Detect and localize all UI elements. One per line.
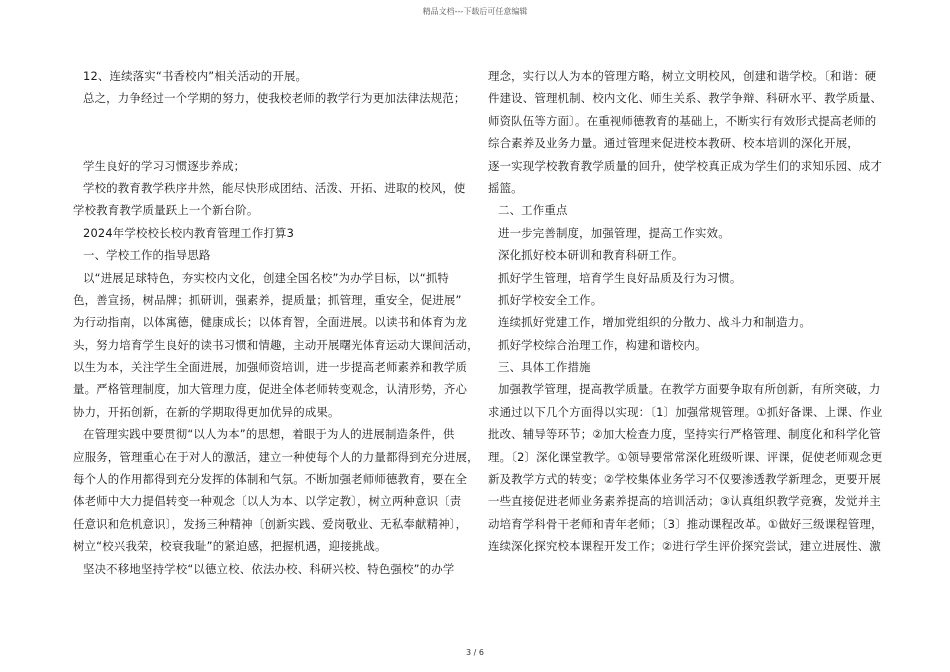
text-line: 学校的教育教学秩序井然，能尽快形成团结、活泼、开拓、进取的校风，使 [83,180,466,195]
text-line: 件建设、管理机制、校内文化、师生关系、教学争辩、科研水平、教学质量、 [488,91,883,106]
text-line: 抓好学校综合治理工作，构建和谐校内。 [498,337,707,352]
text-line: 加强教学管理，提高教学质量。在教学方面要争取有所创新，有所突破，力 [498,382,881,397]
text-line: 量。严格管理制度，加大管理力度，促进全体老师转变观念，认清形势，齐心 [73,382,468,397]
text-line: 总之，力争经过一个学期的努力，使我校老师的教学行为更加法律法规范； [83,91,466,106]
text-line: 抓好学校安全工作。 [498,292,603,307]
text-line: 求通过以下几个方面得以实现：〔1〕加强常规管理。①抓好备课、上课、作业 [488,404,883,419]
text-line: 每个人的作用都得到充分发挥的体制和气氛。不断加强老师师德教育，要在全 [73,472,468,487]
right-column [488,65,884,558]
page-header: 精品文档---下载后可任意编辑 [422,7,528,16]
text-line: 色，善宣扬，树品牌；抓研训，强素养，提质量；抓管理，重安全，促进展” [73,292,462,307]
text-line: 协力，开拓创新，在新的学期取得更加优异的成果。 [73,404,340,419]
text-line: 一些直接促进老师业务素养提高的培训活动；③认真组织教学竞赛，发觉并主 [488,494,881,509]
text-line: 批改、辅导等环节；②加大检查力度，坚持实行严格管理、制度化和科学化管 [488,427,881,442]
text-line: 学校教育教学质量跃上一个新台阶。 [73,203,259,218]
text-line: 为行动指南，以体寓德，健康成长；以体育智，全面进展。以读书和体育为龙 [73,315,468,330]
text-line: 以生为本，关注学生全面进展，加强师资培训，进一步提高老师素养和教学质 [73,360,468,375]
text-line: 综合素养及业务力量。通过管理来促进校本教研、校本培训的深化开展， [488,136,859,151]
text-line: 连续抓好党建工作，增加党组织的分散力、战斗力和制造力。 [498,315,811,330]
text-line: 头，努力培育学生良好的读书习惯和情趣，主动开展曙光体育运动大课间活动， [73,337,479,352]
text-line: 动培育学科骨干老师和青年老师；〔3〕推动课程改革。①做好三级课程管理， [488,516,883,531]
text-line: 新及教学方式的转变；②学校集体业务学习不仅要渗透教学新理念，更要开展 [488,472,881,487]
text-line: 以“进展足球特色，夯实校内文化，创建全国名校”为办学目标，以“抓特 [83,270,450,285]
text-line: 应服务，管理重心在于对人的激活，建立一种使每个人的力量都得到充分进展， [73,449,479,464]
text-line: 逐一实现学校教育教学质量的回升，使学校真正成为学生们的求知乐园、成才 [488,158,883,173]
page-number: 3 / 6 [466,648,484,657]
text-line: 连续深化探究校本课程开发工作；②进行学生评价探究尝试，建立进展性、激 [488,539,881,554]
text-line: 深化抓好校本研训和教育科研工作。 [498,248,684,263]
text-line: 任意识和危机意识〕，发扬三种精神〔创新实践、爱岗敬业、无私奉献精神〕， [73,516,468,531]
heading-2: 二、工作重点 [498,203,568,218]
text-line: 树立“校兴我荣，校衰我耻”的紧迫感，把握机遇，迎接挑战。 [73,539,387,554]
heading-1: 一、学校工作的指导思路 [83,248,211,263]
text-line: 抓好学生管理，培育学生良好品质及行为习惯。 [498,270,742,285]
text-line: 进一步完善制度，加强管理，提高工作实效。 [498,225,730,240]
text-line: 12、连续落实“书香校内”相关活动的开展。 [83,69,308,83]
blank-line [73,110,463,155]
text-line: 理。〔2〕深化课堂教学。①领导要常常深化班级听课、评课，促使老师观念更 [488,449,883,464]
text-line: 在管理实践中要贯彻“以人为本”的思想，着眼于为人的进展制造条件，供 [83,427,455,442]
heading-3: 三、具体工作措施 [498,360,591,375]
text-line: 师资队伍等方面〕。在重视师德教育的基础上，不断实行有效形式提高老师的 [488,113,877,128]
text-line: 摇篮。 [488,180,523,195]
text-line: 体老师中大力提倡转变一种观念〔以人为本、以学定教〕，树立两种意识〔责 [73,494,462,509]
section-title: 2024年学校校长校内教育管理工作打算3 [83,225,295,240]
text-line: 学生良好的学习习惯逐步养成； [83,158,246,173]
left-column [73,65,479,580]
text-line: 理念，实行以人为本的管理方略，树立文明校风，创建和谐学校。〔和谐：硬 [488,69,877,83]
text-line: 坚决不移地坚持学校“以德立校、依法办校、科研兴校、特色强校”的办学 [83,561,455,576]
